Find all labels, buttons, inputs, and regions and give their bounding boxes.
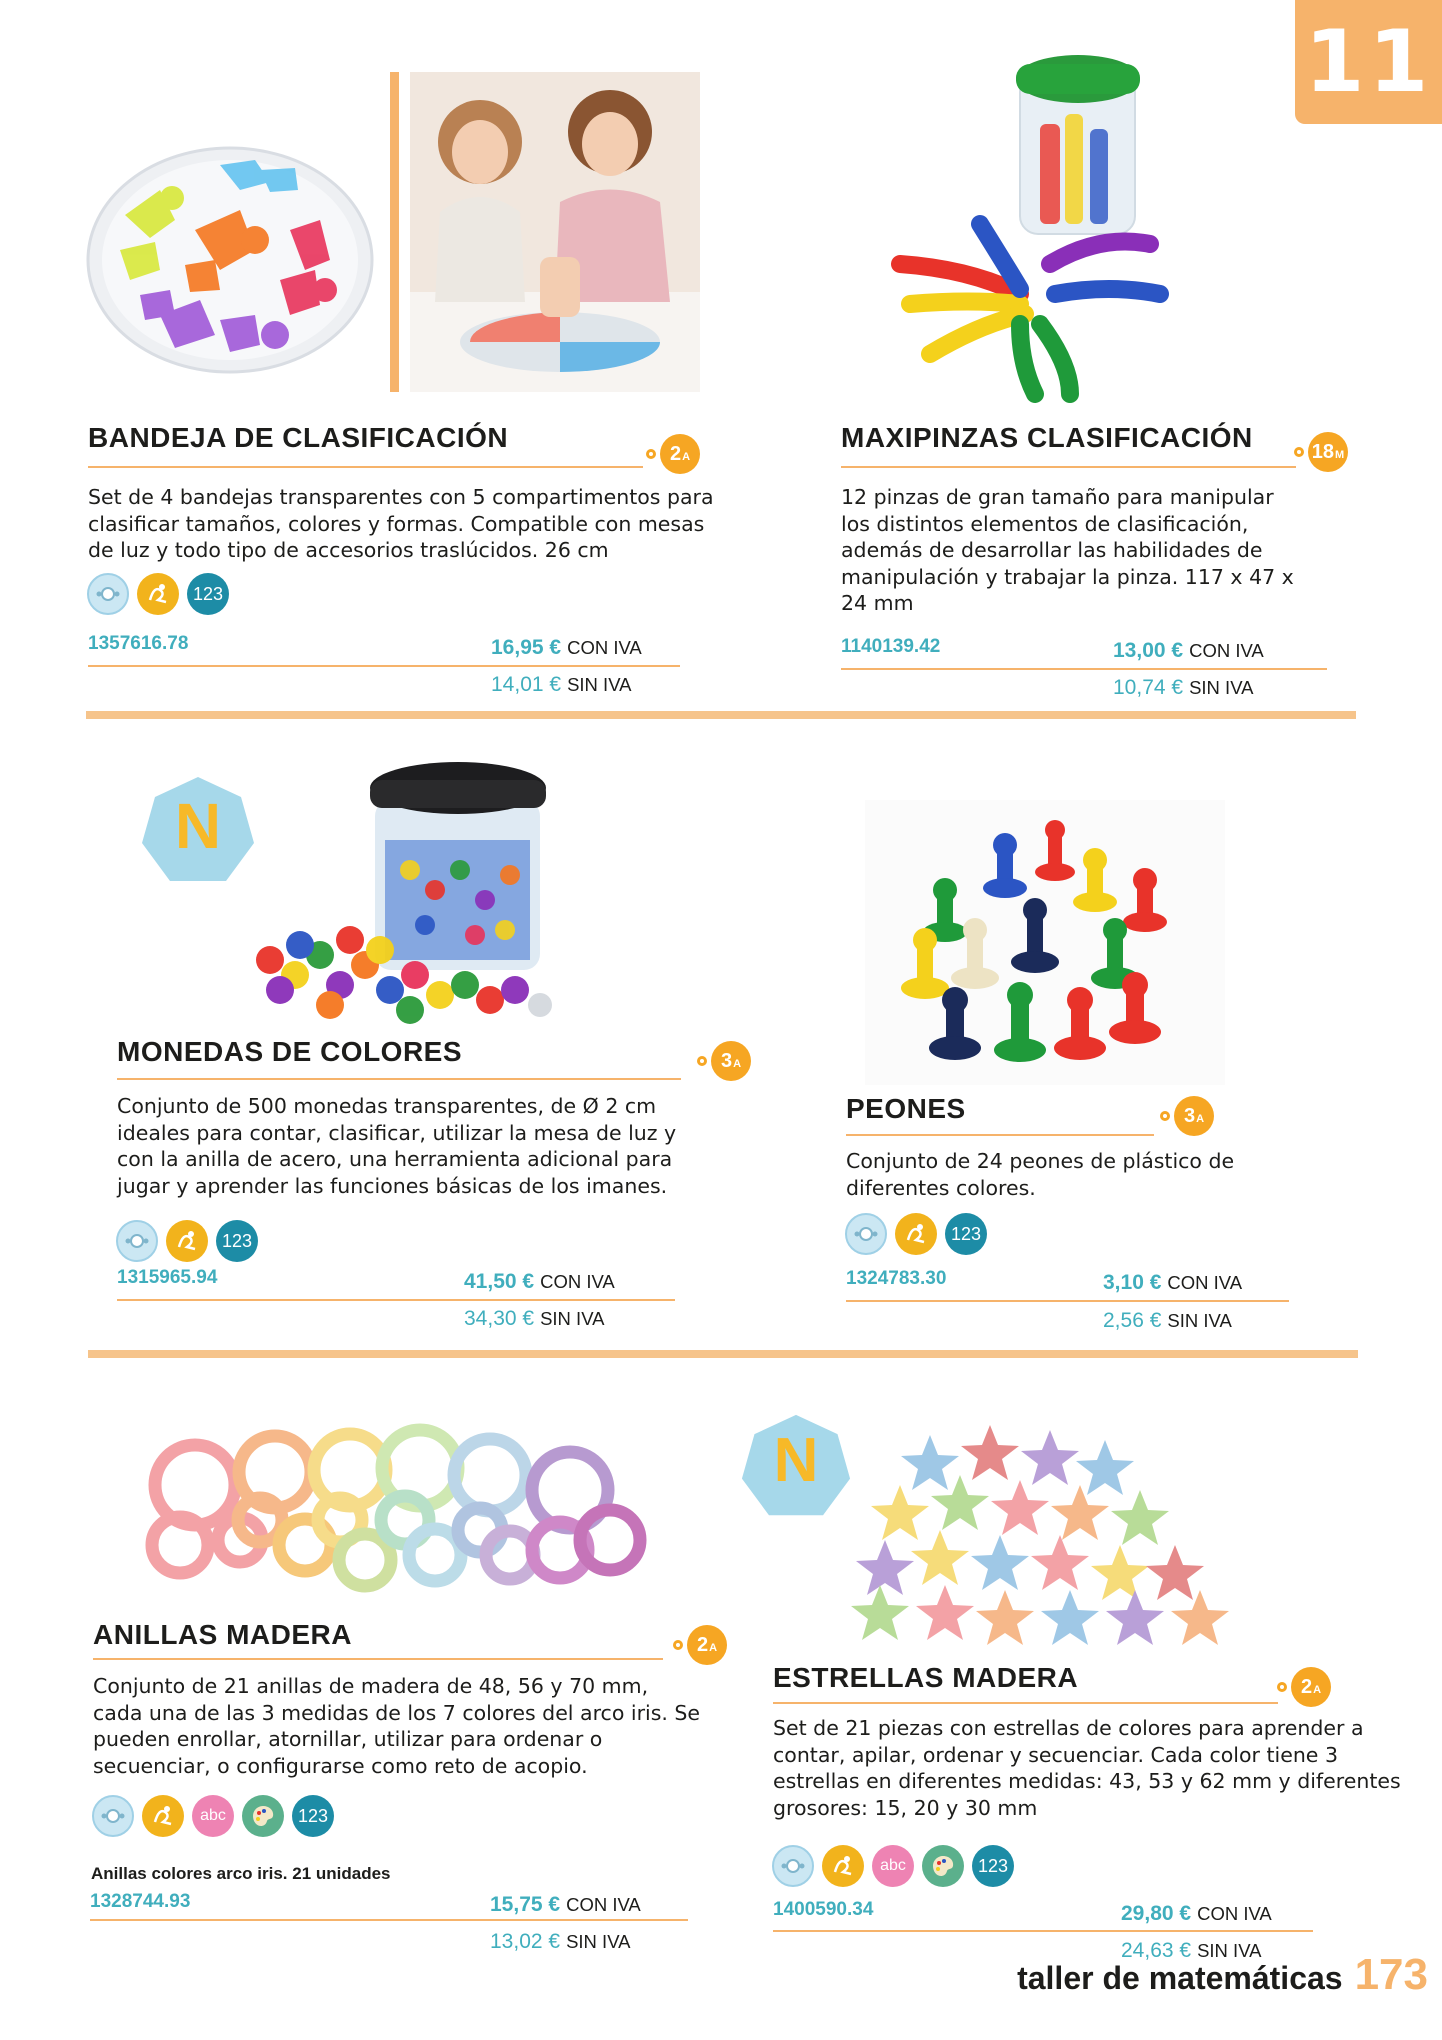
- motor-icon: [142, 1795, 184, 1837]
- light-table-icon: [116, 1220, 158, 1262]
- price-without-vat: 34,30 € SIN IVA: [464, 1307, 605, 1330]
- skill-icons: [87, 573, 229, 615]
- product-description: Conjunto de 24 peones de plástico de diferentes colores.: [846, 1149, 1235, 1200]
- product-title: PEONES: [846, 1093, 966, 1124]
- new-badge-letter: N: [773, 1426, 819, 1495]
- new-badge: [140, 775, 256, 891]
- product-reference: 1328744.93: [90, 1891, 191, 1912]
- price-without-vat: 14,01 € SIN IVA: [491, 673, 632, 696]
- age-dot-icon: [1277, 1682, 1287, 1692]
- numbers-icon: 123: [187, 573, 229, 615]
- age-dot-icon: [1160, 1111, 1170, 1121]
- numbers-icon: 123: [972, 1845, 1014, 1887]
- image-divider: [390, 72, 399, 392]
- age-circle: 3 A: [1174, 1096, 1214, 1136]
- numbers-icon: 123: [292, 1795, 334, 1837]
- product-title: BANDEJA DE CLASIFICACIÓN: [88, 422, 509, 453]
- price-divider: [841, 668, 1327, 670]
- product-title: MONEDAS DE COLORES: [117, 1036, 463, 1067]
- chapter-tab: 11: [1295, 0, 1442, 124]
- age-badge: [673, 1625, 727, 1665]
- product-image-tray: [80, 120, 390, 400]
- age-dot-icon: [1294, 447, 1304, 457]
- motor-icon: [166, 1220, 208, 1262]
- light-table-icon: [772, 1845, 814, 1887]
- title-underline: [117, 1078, 681, 1080]
- product-reference: 1357616.78: [88, 633, 189, 654]
- new-badge-letter: N: [174, 790, 222, 862]
- product-reference: 1140139.42: [841, 636, 941, 657]
- product-description: Set de 21 piezas con estrellas de colores para aprender a contar, apilar, ordenar y secuenciar. Cada color tiene 3 estrellas en diferentes medidas: 43, 53 y 62 mm y diferentes grosores: 15, 20 y 30 mm: [773, 1716, 1401, 1820]
- numbers-icon: 123: [216, 1220, 258, 1262]
- age-badge: [1277, 1667, 1331, 1707]
- product-description: Conjunto de 21 anillas de madera de 48, 56 y 70 mm, cada una de las 3 medidas de los 7 colores del arco iris. Se pueden enrollar, atornillar, utilizar para ordenar o secuenciar, o configurarse como reto de acopio.: [93, 1674, 701, 1778]
- product-description: 12 pinzas de gran tamaño para manipular los distintos elementos de clasificación, además de desarrollar las habilidades de manipulación y trabajar la pinza. 117 x 47 x 24 mm: [841, 485, 1294, 615]
- section-divider: [88, 1350, 1358, 1358]
- price-without-vat: 24,63 € SIN IVA: [1121, 1939, 1262, 1962]
- product-reference: 1400590.34: [773, 1899, 874, 1920]
- product-description: Conjunto de 500 monedas transparentes, de Ø 2 cm ideales para contar, clasificar, utilizar la mesa de luz y con la anilla de acero, una herramienta adicional para jugar y aprender las funciones básicas de los imanes.: [117, 1094, 677, 1198]
- letters-icon: abc: [192, 1795, 234, 1837]
- light-table-icon: [845, 1213, 887, 1255]
- product-title: ANILLAS MADERA: [93, 1619, 352, 1650]
- art-palette-icon: [242, 1795, 284, 1837]
- motor-icon: [137, 573, 179, 615]
- age-badge: [697, 1041, 751, 1081]
- product-description: Set de 4 bandejas transparentes con 5 compartimentos para clasificar tamaños, colores y formas. Compatible con mesas de luz y todo tipo de accesorios traslúcidos. 26 cm: [88, 485, 714, 562]
- title-underline: [841, 466, 1296, 468]
- age-badge: [646, 434, 700, 474]
- product-image-rings: [90, 1380, 650, 1620]
- product-image-pawns: [865, 800, 1225, 1085]
- price-divider: [773, 1930, 1313, 1932]
- page-number: 173: [1354, 1950, 1428, 1999]
- product-photo-children: [410, 72, 700, 392]
- motor-icon: [822, 1845, 864, 1887]
- price-without-vat: 10,74 € SIN IVA: [1113, 676, 1254, 699]
- skill-icons: [92, 1795, 334, 1837]
- price-without-vat: 13,02 € SIN IVA: [490, 1930, 631, 1953]
- age-badge: [1294, 432, 1348, 472]
- price-divider: [88, 665, 680, 667]
- product-title: ESTRELLAS MADERA: [773, 1662, 1079, 1693]
- price-with-vat: 41,50 € CON IVA: [464, 1270, 615, 1293]
- price-divider: [117, 1299, 675, 1301]
- price-without-vat: 2,56 € SIN IVA: [1103, 1309, 1232, 1332]
- art-palette-icon: [922, 1845, 964, 1887]
- title-underline: [88, 466, 643, 468]
- price-with-vat: 3,10 € CON IVA: [1103, 1271, 1243, 1294]
- age-circle: 3 A: [711, 1041, 751, 1081]
- price-with-vat: 15,75 € CON IVA: [490, 1893, 641, 1916]
- letters-icon: abc: [872, 1845, 914, 1887]
- product-reference: 1324783.30: [846, 1268, 947, 1289]
- light-table-icon: [92, 1795, 134, 1837]
- motor-icon: [895, 1213, 937, 1255]
- numbers-icon: 123: [945, 1213, 987, 1255]
- product-image-stars: [840, 1425, 1240, 1650]
- product-reference: 1315965.94: [117, 1267, 218, 1288]
- age-circle: 2 A: [687, 1625, 727, 1665]
- section-divider: [86, 711, 1356, 719]
- price-with-vat: 16,95 € CON IVA: [491, 636, 642, 659]
- age-dot-icon: [646, 449, 656, 459]
- price-with-vat: 29,80 € CON IVA: [1121, 1902, 1272, 1925]
- age-dot-icon: [697, 1056, 707, 1066]
- product-title: MAXIPINZAS CLASIFICACIÓN: [841, 422, 1253, 453]
- price-divider: [846, 1300, 1289, 1302]
- title-underline: [846, 1134, 1154, 1136]
- price-with-vat: 13,00 € CON IVA: [1113, 639, 1264, 662]
- footer-section-title: taller de matemáticas: [1017, 1960, 1343, 1996]
- skill-icons: [772, 1845, 1014, 1887]
- age-circle: 2 A: [660, 434, 700, 474]
- title-underline: [93, 1658, 663, 1660]
- age-dot-icon: [673, 1640, 683, 1650]
- age-circle: 2 A: [1291, 1667, 1331, 1707]
- age-circle: 18 M: [1308, 432, 1348, 472]
- product-variant: Anillas colores arco iris. 21 unidades: [91, 1864, 391, 1883]
- light-table-icon: [87, 573, 129, 615]
- new-badge: [740, 1412, 852, 1526]
- page-footer: [1017, 1950, 1428, 2000]
- skill-icons: [116, 1220, 258, 1262]
- product-image-tweezers: [870, 34, 1180, 404]
- product-image-coins: [240, 760, 560, 1030]
- title-underline: [773, 1702, 1278, 1704]
- price-divider: [90, 1919, 688, 1921]
- skill-icons: [845, 1213, 987, 1255]
- age-badge: [1160, 1096, 1214, 1136]
